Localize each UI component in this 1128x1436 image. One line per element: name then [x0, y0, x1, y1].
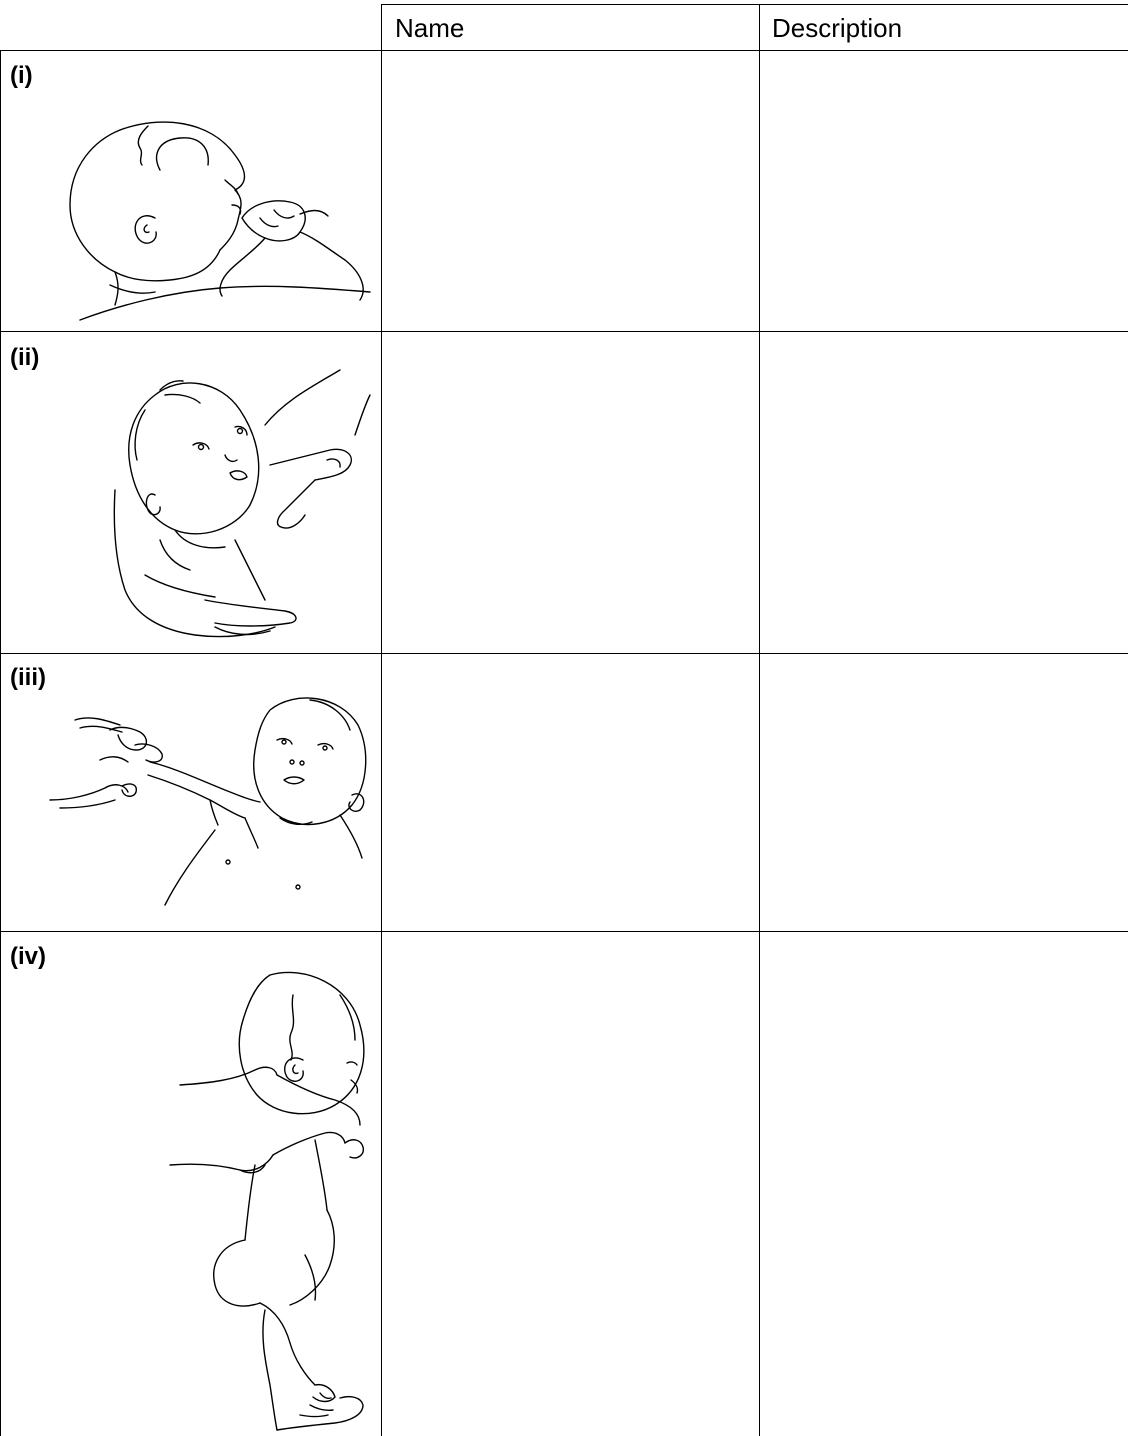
header-description: Description: [772, 13, 903, 43]
table-top-border: [381, 4, 1128, 5]
row-label-iii: (iii): [10, 664, 46, 691]
header-name: Name: [395, 13, 465, 43]
row-label-iv: (iv): [10, 943, 46, 970]
baby-sucking-fist-icon: [60, 110, 380, 325]
description-cell-ii[interactable]: [760, 332, 1128, 653]
row-label-i: (i): [10, 62, 33, 89]
baby-stepping-reflex-icon: [165, 965, 380, 1430]
row-label-ii: (ii): [10, 344, 40, 371]
name-cell-ii[interactable]: [382, 332, 759, 653]
description-cell-i[interactable]: [760, 51, 1128, 331]
name-cell-i[interactable]: [382, 51, 759, 331]
name-cell-iii[interactable]: [382, 654, 759, 931]
description-cell-iv[interactable]: [760, 932, 1128, 1436]
baby-rooting-reflex-icon: [105, 365, 380, 650]
table-left-border: [0, 50, 1, 1436]
baby-grasp-reflex-icon: [40, 690, 380, 920]
name-cell-iv[interactable]: [382, 932, 759, 1436]
description-cell-iii[interactable]: [760, 654, 1128, 931]
